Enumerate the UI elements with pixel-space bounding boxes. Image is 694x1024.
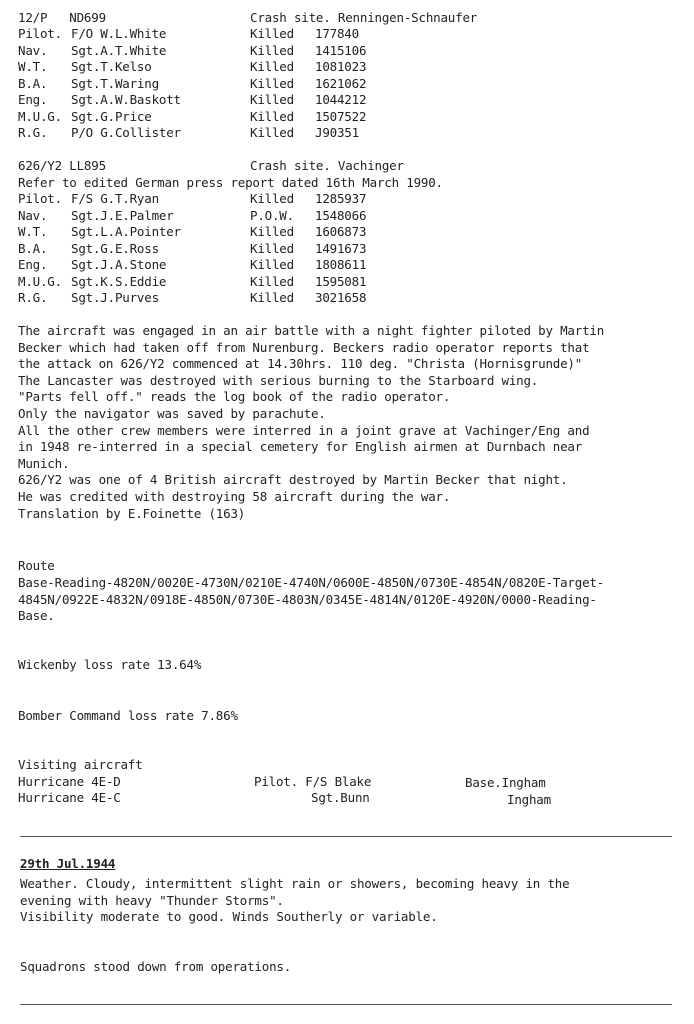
visiting-pilot: Pilot. F/S Blake	[254, 774, 372, 789]
crew-name: Sgt.J.Purves	[71, 290, 159, 305]
crew-service-number: 3021658	[315, 290, 367, 305]
narrative-line: Only the navigator was saved by parachute.	[18, 406, 326, 421]
crew-role: M.U.G.	[18, 108, 62, 124]
crew-name: Sgt.K.S.Eddie	[71, 273, 167, 289]
crew-role: Nav.	[18, 42, 48, 58]
crew2-header-right: Crash site. Vachinger	[250, 158, 404, 173]
crew-role: W.T.	[18, 224, 48, 239]
crew-name: Sgt.A.T.White	[71, 42, 167, 58]
narrative-line: He was credited with destroying 58 aircraft during the war.	[18, 489, 451, 504]
crew-name: Sgt.J.E.Palmer	[71, 207, 174, 223]
crew1-header-right: Crash site. Renningen-Schnaufer	[250, 10, 478, 25]
crew-status: Killed	[250, 26, 294, 41]
crew-status: Killed	[250, 125, 294, 140]
route-line: Base.	[18, 608, 55, 623]
crew-role: B.A.	[18, 240, 48, 256]
crew-service-number: 1081023	[315, 59, 367, 74]
crew-role: Nav.	[18, 207, 48, 223]
crew-role: Eng.	[18, 257, 48, 272]
crew-status: Killed	[250, 75, 294, 91]
crew-service-number: 1548066	[315, 207, 367, 223]
narrative-line: All the other crew members were interred in a joint grave at Vachinger/Eng and	[18, 422, 590, 438]
visiting-aircraft-title: Visiting aircraft	[18, 757, 143, 772]
route-line: Base-Reading-4820N/0020E-4730N/0210E-4740N/0600E-4850N/0730E-4854N/0820E-Target-	[18, 575, 605, 590]
narrative-line: Becker which had taken off from Nurenburg. Beckers radio operator reports that	[18, 339, 590, 355]
narrative-line: 626/Y2 was one of 4 British aircraft destroyed by Martin Becker that night.	[18, 472, 568, 488]
crew-service-number: 1507522	[315, 108, 367, 124]
crew-service-number: 1595081	[315, 273, 367, 289]
crew-role: R.G.	[18, 125, 48, 140]
crew-service-number: 1491673	[315, 240, 367, 256]
crew-service-number: 1044212	[315, 92, 367, 107]
visiting-pilot: Sgt.Bunn	[311, 790, 370, 805]
crew-status: Killed	[250, 240, 294, 256]
crew-name: Sgt.J.A.Stone	[71, 257, 167, 272]
section-divider	[20, 836, 672, 837]
crew-role: B.A.	[18, 75, 48, 91]
crew-name: F/O W.L.White	[71, 26, 167, 41]
weather-line: Visibility moderate to good. Winds Southerly or variable.	[20, 909, 438, 924]
narrative-line: The aircraft was engaged in an air battle with a night fighter piloted by Martin	[18, 323, 605, 338]
crew-role: M.U.G.	[18, 273, 62, 289]
crew-name: Sgt.A.W.Baskott	[71, 92, 181, 107]
crew-service-number: 1621062	[315, 75, 367, 91]
crew2-refer-line: Refer to edited German press report dated 16th March 1990.	[18, 175, 443, 190]
crew-status: P.O.W.	[250, 207, 294, 223]
crew-service-number: J90351	[315, 125, 359, 140]
crew-service-number: 1606873	[315, 224, 367, 239]
crew-role: W.T.	[18, 59, 48, 74]
crew-status: Killed	[250, 59, 294, 74]
section-divider	[20, 1004, 672, 1005]
narrative-line: The Lancaster was destroyed with serious burning to the Starboard wing.	[18, 372, 539, 388]
bomber-command-loss-rate: Bomber Command loss rate 7.86%	[18, 708, 238, 723]
crew-name: Sgt.G.Price	[71, 108, 152, 124]
weather-line: Weather. Cloudy, intermittent slight rain or showers, becoming heavy in the	[20, 876, 570, 891]
crew-status: Killed	[250, 224, 294, 239]
entry-date: 29th Jul.1944	[20, 856, 116, 871]
crew-status: Killed	[250, 108, 294, 124]
operations-status: Squadrons stood down from operations.	[20, 959, 292, 974]
visiting-aircraft-name: Hurricane 4E-C	[18, 790, 121, 805]
narrative-line: "Parts fell off." reads the log book of the radio operator.	[18, 389, 451, 405]
crew-name: Sgt.T.Kelso	[71, 59, 152, 74]
crew-role: Pilot.	[18, 26, 62, 41]
crew-service-number: 177840	[315, 26, 359, 41]
crew-service-number: 1808611	[315, 257, 367, 272]
visiting-aircraft-name: Hurricane 4E-D	[18, 774, 121, 789]
crew-status: Killed	[250, 290, 294, 305]
crew1-header-left: 12/P ND699	[18, 10, 106, 25]
crew-name: Sgt.L.A.Pointer	[71, 224, 181, 239]
crew-status: Killed	[250, 273, 294, 289]
crew-name: Sgt.G.E.Ross	[71, 240, 159, 256]
crew-name: P/O G.Collister	[71, 125, 181, 140]
narrative-line: the attack on 626/Y2 commenced at 14.30hrs. 110 deg. "Christa (Hornisgrunde)"	[18, 356, 583, 372]
narrative-line: Munich.	[18, 455, 70, 471]
narrative-line: in 1948 re-interred in a special cemetery for English airmen at Durnbach near	[18, 439, 583, 455]
crew2-header-left: 626/Y2 LL895	[18, 158, 106, 173]
crew-name: Sgt.T.Waring	[71, 75, 159, 91]
crew-service-number: 1285937	[315, 191, 367, 206]
route-title: Route	[18, 558, 55, 573]
route-line: 4845N/0922E-4832N/0918E-4850N/0730E-4803N/0345E-4814N/0120E-4920N/0000-Reading-	[18, 591, 597, 607]
crew-name: F/S G.T.Ryan	[71, 191, 159, 206]
wickenby-loss-rate: Wickenby loss rate 13.64%	[18, 657, 202, 672]
crew-service-number: 1415106	[315, 42, 367, 58]
visiting-base: Ingham	[507, 792, 551, 807]
crew-role: Pilot.	[18, 191, 62, 206]
crew-role: R.G.	[18, 290, 48, 305]
crew-status: Killed	[250, 257, 294, 272]
crew-status: Killed	[250, 42, 294, 58]
visiting-base: Base.Ingham	[465, 775, 546, 790]
narrative-line: Translation by E.Foinette (163)	[18, 505, 246, 521]
crew-status: Killed	[250, 191, 294, 206]
crew-status: Killed	[250, 92, 294, 107]
weather-line: evening with heavy "Thunder Storms".	[20, 892, 284, 908]
crew-role: Eng.	[18, 92, 48, 107]
